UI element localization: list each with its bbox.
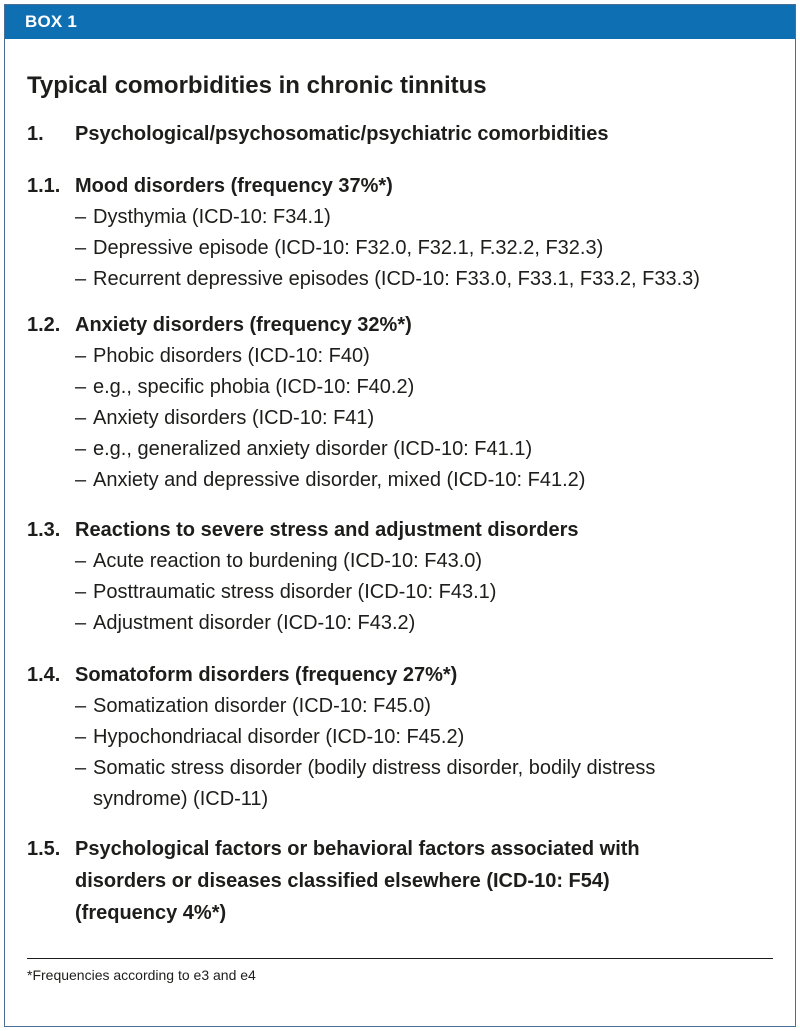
- main-heading-text: Psychological/psychosomatic/psychiatric comorbidities: [75, 123, 609, 145]
- section-number: 1.3.: [27, 519, 61, 541]
- section-mood-disorders: [27, 170, 775, 295]
- footnote-divider: [27, 958, 773, 959]
- section-title: Anxiety disorders (frequency 32%*): [75, 314, 412, 336]
- section-title: Mood disorders (frequency 37%*): [75, 175, 393, 197]
- list-item: – Hypochondriacal disorder (ICD-10: F45.2): [75, 726, 465, 748]
- item-list: [75, 202, 775, 295]
- list-item: – Dysthymia (ICD-10: F34.1): [75, 206, 331, 228]
- list-item: – Somatic stress disorder (bodily distress disorder, bodily distress syndrome) (ICD-11): [75, 757, 656, 810]
- section-number: 1.5.: [27, 838, 61, 860]
- main-heading-number: 1.: [27, 123, 44, 145]
- list-item: – Posttraumatic stress disorder (ICD-10: F43.1): [75, 581, 497, 603]
- list-item: – Anxiety and depressive disorder, mixed (ICD-10: F41.2): [75, 469, 586, 491]
- list-item: – Phobic disorders (ICD-10: F40): [75, 345, 370, 367]
- section-title: Somatoform disorders (frequency 27%*): [75, 664, 458, 686]
- section-number: 1.4.: [27, 664, 61, 686]
- box-label: BOX 1: [5, 5, 795, 39]
- list-item: – Somatization disorder (ICD-10: F45.0): [75, 695, 431, 717]
- section-psychological-factors: [27, 833, 715, 929]
- section-somatoform-disorders: [27, 659, 775, 815]
- item-list: [75, 546, 775, 639]
- item-list: [75, 341, 775, 496]
- section-anxiety-disorders: [27, 309, 775, 496]
- section-stress-reactions: [27, 514, 775, 639]
- list-item: – e.g., specific phobia (ICD-10: F40.2): [75, 376, 415, 398]
- list-item: – Depressive episode (ICD-10: F32.0, F32.1, F.32.2, F32.3): [75, 237, 604, 259]
- footnote: *Frequencies according to e3 and e4: [27, 967, 256, 983]
- list-item: – e.g., generalized anxiety disorder (ICD-10: F41.1): [75, 438, 533, 460]
- list-item: – Adjustment disorder (ICD-10: F43.2): [75, 612, 416, 634]
- section-title: Psychological factors or behavioral factors associated with disorders or diseases classified elsewhere (ICD-10: F54) (frequency 4%*): [75, 838, 640, 924]
- section-number: 1.2.: [27, 314, 61, 336]
- section-number: 1.1.: [27, 175, 61, 197]
- section-title: Reactions to severe stress and adjustment disorders: [75, 519, 579, 541]
- list-item: – Recurrent depressive episodes (ICD-10: F33.0, F33.1, F33.2, F33.3): [75, 268, 700, 290]
- list-item: – Anxiety disorders (ICD-10: F41): [75, 407, 375, 429]
- box-title: Typical comorbidities in chronic tinnitus: [27, 72, 487, 99]
- list-item: – Acute reaction to burdening (ICD-10: F43.0): [75, 550, 483, 572]
- main-heading: [27, 123, 609, 146]
- comorbidities-box: [4, 4, 796, 1027]
- item-list: [75, 691, 775, 815]
